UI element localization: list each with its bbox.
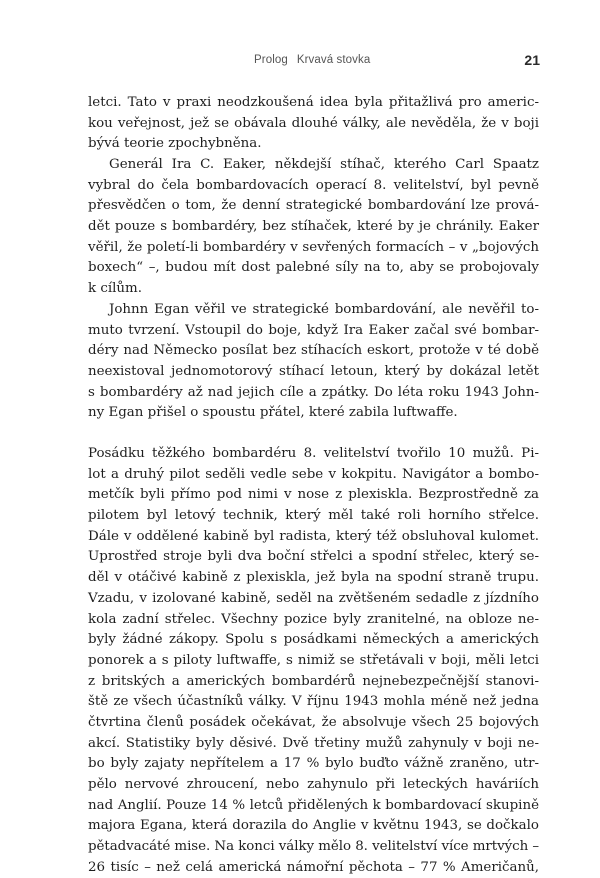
text-line: muto tvrzení. Vstoupil do boje, když Ira Eaker začal své bombar- [88, 322, 539, 338]
text-line: kou veřejnost, jež se obávala dlouhé války, ale nevěděla, že v boji [88, 115, 539, 131]
paragraph-1 [88, 93, 539, 155]
text-line: s bombardéry až nad jejich cíle a zpátky. Do léta roku 1943 John- [88, 384, 539, 400]
text-line: dět pouze s bombardéry, bez stíhaček, které by je chránily. Eaker [88, 219, 539, 235]
text-line: bývá teorie zpochybněna. [88, 136, 262, 152]
text-line: déry nad Německo posílat bez stíhacích eskort, protože v té době [88, 343, 539, 359]
text-line: majora Egana, která dorazila do Anglie v květnu 1943, se dočkalo [88, 818, 539, 834]
text-line: metčík byli přímo pod nimi v nose z plexiskla. Bezprostředně za [88, 487, 539, 503]
text-line: čtvrtina členů posádek očekávat, že absolvuje všech 25 bojových [88, 714, 539, 730]
text-line: nad Anglií. Pouze 14 % letců přidělených k bombardovací skupině [88, 797, 539, 813]
text-line: bo byly zajaty nepřítelem a 17 % bylo buďto vážně zraněno, utr- [88, 756, 539, 772]
text-line: k cílům. [88, 281, 143, 297]
text-line: děl v otáčivé kabině z plexiskla, jež byla na spodní straně trupu. [88, 570, 539, 586]
text-line: byly žádné zákopy. Spolu s posádkami německých a amerických [88, 632, 539, 648]
text-line: kola zadní střelec. Všechny pozice byly zranitelné, na obloze ne- [88, 611, 539, 627]
text-line: letci. Tato v praxi neodzkoušená idea byla přitažlivá pro americ- [88, 95, 539, 110]
text-line: boxech“ –, budou mít dost palebné síly na to, aby se probojovaly [88, 260, 539, 276]
text-line: Dále v oddělené kabině byl radista, který též obsluhoval kulomet. [88, 528, 539, 544]
text-line: pětadvacáté mise. Na konci války mělo 8. velitelství více mrtvých – [88, 839, 539, 855]
text-line: Vzadu, v izolované kabině, seděl na zvětšeném sedadle z jízdního [88, 590, 539, 606]
text-line: neexistoval jednomotorový stíhací letoun, který by dokázal letět [88, 364, 539, 380]
text-line: Johnn Egan věřil ve strategické bombardování, ale nevěřil to- [109, 302, 539, 317]
text-line: z britských a amerických bombardérů nejnebezpečnější stanovi- [88, 673, 539, 689]
text-line: věřil, že poletí-li bombardéry v sevřených formacích – v „bojových [88, 239, 539, 255]
text-line: Uprostřed stroje byli dva boční střelci a spodní střelec, který se- [88, 549, 539, 565]
text-line: přesvědčen o tom, že denní strategické bombardování lze prová- [88, 198, 539, 214]
paragraph-4 [88, 444, 539, 878]
text-line: pělo nervové zhroucení, nebo zahynulo při leteckých haváriích [88, 777, 539, 792]
text-line: Generál Ira C. Eaker, někdejší stíhač, kterého Carl Spaatz [109, 157, 539, 172]
text-line: Posádku těžkého bombardéru 8. velitelství tvořilo 10 mužů. Pi- [88, 446, 539, 461]
text-line: ště ze všech účastníků války. V říjnu 1943 mohla méně než jedna [88, 694, 539, 710]
text-line: lot a druhý pilot seděli vedle sebe v kokpitu. Navigátor a bombo- [88, 466, 539, 482]
running-head-section: Prolog [254, 54, 288, 66]
text-line: vybral do čela bombardovacích operací 8. velitelství, byl pevně [88, 177, 539, 193]
text-line: ponorek a s piloty luftwaffe, s nimiž se střetávali v boji, měli letci [88, 652, 539, 668]
text-line: ny Egan přišel o spoustu přátel, které zabila luftwaffe. [88, 405, 458, 421]
text-line: 26 tisíc – než celá americká námořní pěchota – 77 % Američanů, [88, 859, 539, 875]
running-head [0, 54, 600, 74]
text-line: akcí. Statistiky byly děsivé. Dvě třetiny mužů zahynuly v boji ne- [88, 735, 539, 751]
paragraph-3 [88, 300, 539, 424]
text-line: pilotem byl letový technik, který měl také roli horního střelce. [88, 508, 539, 524]
page-number: 21 [524, 52, 540, 68]
running-head-chapter: Krvavá stovka [296, 54, 371, 66]
running-head-label [254, 54, 370, 66]
paragraph-2 [88, 155, 539, 300]
